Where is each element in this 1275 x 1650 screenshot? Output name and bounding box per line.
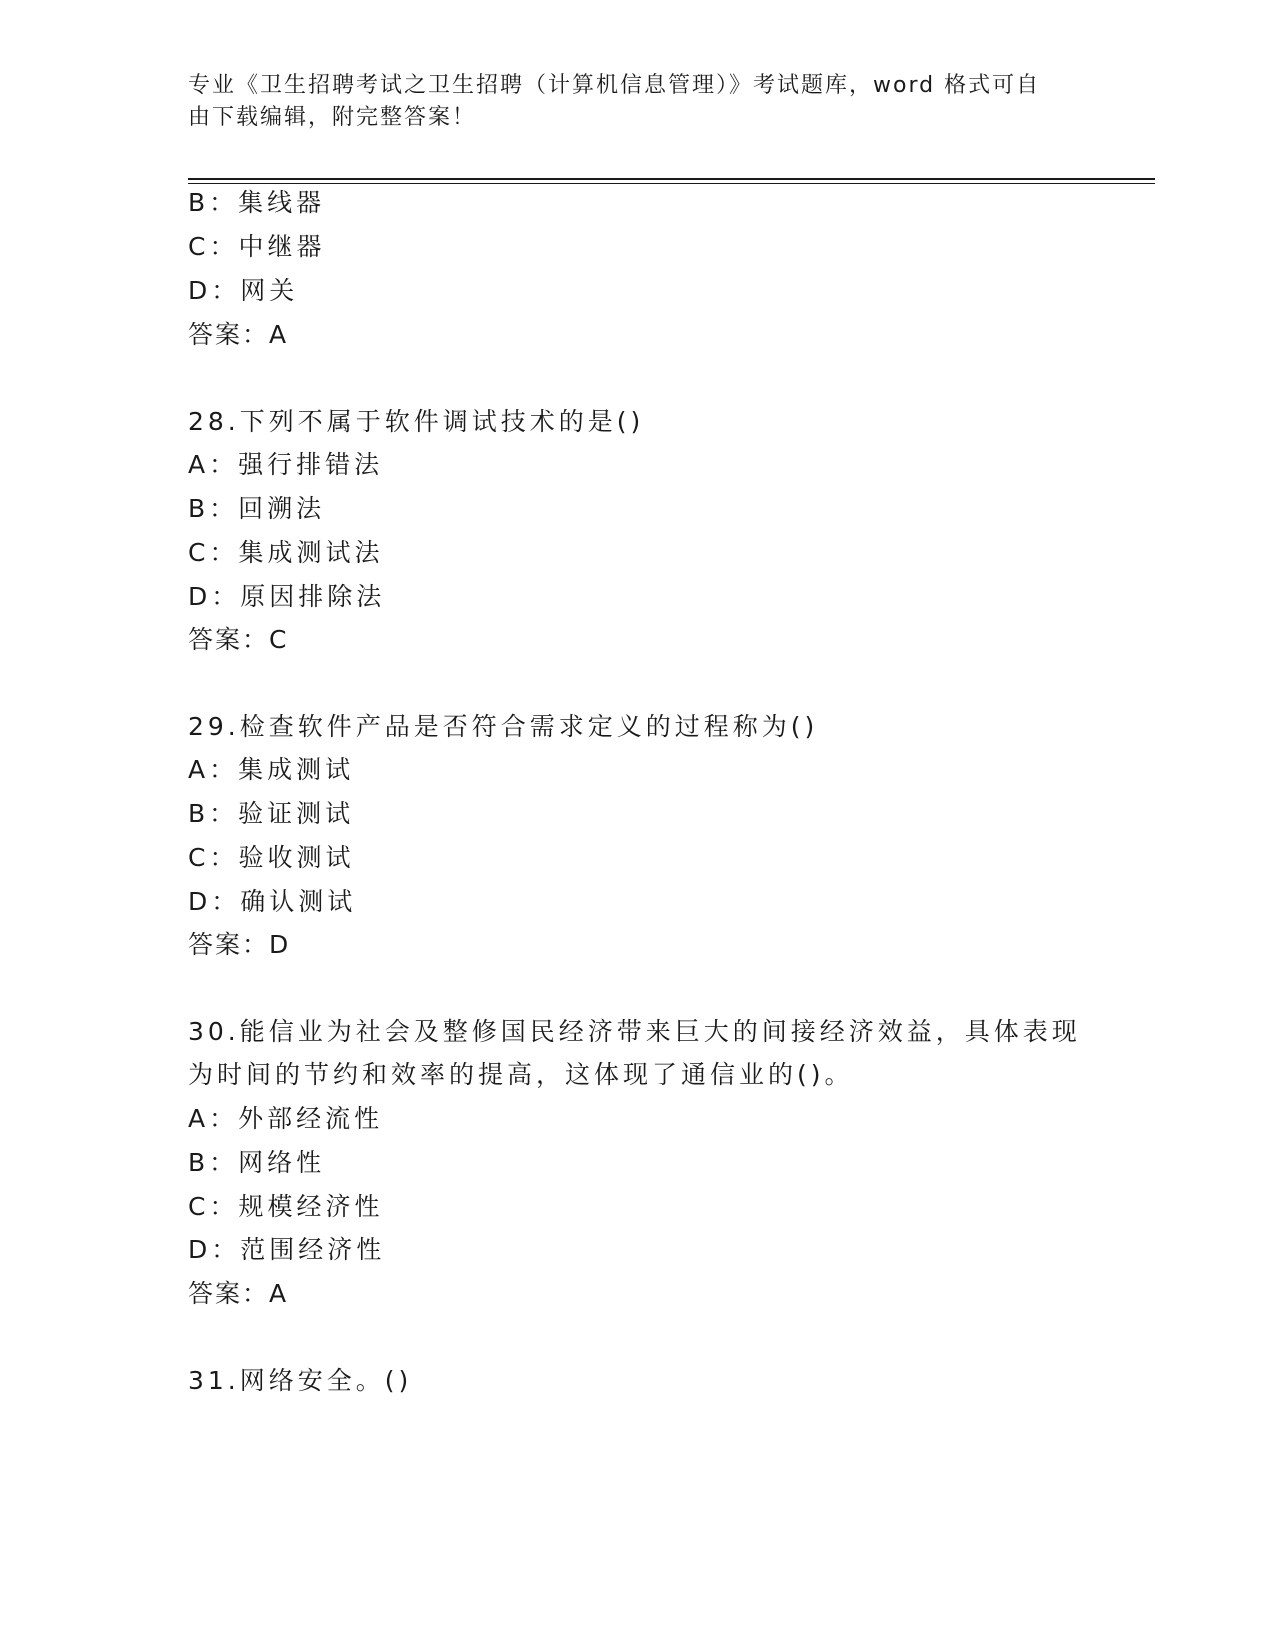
q28-stem: 28.下列不属于软件调试技术的是() (188, 407, 645, 436)
q28-option-d: D：原因排除法 (188, 582, 386, 611)
q30-stem-line-1: 30.能信业为社会及整修国民经济带来巨大的间接经济效益，具体表现 (188, 1017, 1081, 1046)
header-divider-thin (188, 183, 1155, 184)
q28-option-c: C：集成测试法 (188, 538, 384, 567)
q30-stem-line-2: 为时间的节约和效率的提高，这体现了通信业的()。 (188, 1060, 854, 1089)
q27-option-d: D：网关 (188, 276, 299, 305)
q27-answer: 答案：A (188, 320, 289, 349)
q29-answer: 答案：D (188, 930, 291, 959)
q29-option-b: B：验证测试 (188, 799, 355, 828)
q28-option-b: B：回溯法 (188, 494, 326, 523)
q30-option-c: C：规模经济性 (188, 1192, 384, 1221)
q30-option-d: D：范围经济性 (188, 1235, 386, 1264)
header-line-1: 专业《卫生招聘考试之卫生招聘（计算机信息管理）》考试题库，word 格式可自 (188, 73, 1041, 98)
q30-option-b: B：网络性 (188, 1148, 326, 1177)
q28-answer: 答案：C (188, 625, 289, 654)
q31-stem: 31.网络安全。() (188, 1366, 413, 1395)
q29-option-a: A：集成测试 (188, 755, 355, 784)
q28-option-a: A：强行排错法 (188, 450, 384, 479)
q30-answer: 答案：A (188, 1279, 289, 1308)
q30-option-a: A：外部经流性 (188, 1104, 384, 1133)
q27-option-b: B：集线器 (188, 188, 326, 217)
q29-stem: 29.检查软件产品是否符合需求定义的过程称为() (188, 712, 819, 741)
document-header (188, 70, 1088, 134)
q27-option-c: C：中继器 (188, 232, 326, 261)
q29-option-c: C：验收测试 (188, 843, 355, 872)
q29-option-d: D：确认测试 (188, 887, 357, 916)
header-line-2: 由下载编辑，附完整答案！ (188, 105, 477, 130)
header-divider-thick (188, 178, 1155, 180)
